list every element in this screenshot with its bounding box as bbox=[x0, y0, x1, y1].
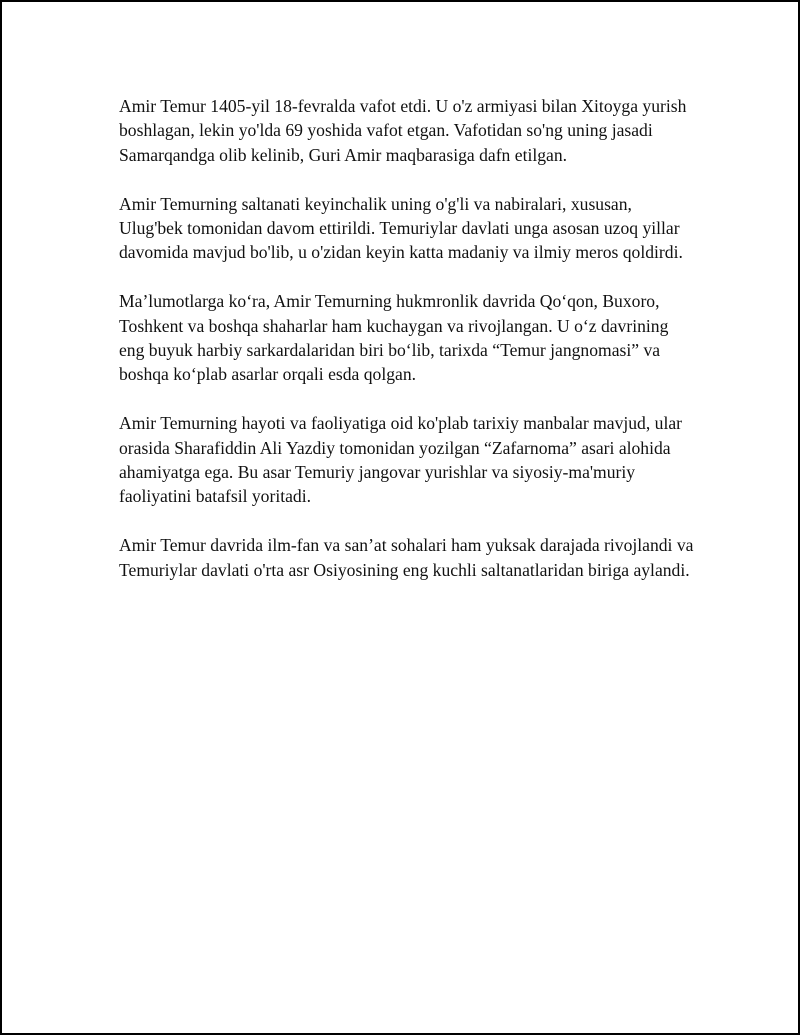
paragraph-4: Amir Temurning hayoti va faoliyatiga oid ko'plab tarixiy manbalar mavjud, ular orasida Sharafiddin Ali Yazdiy tomonidan yozilgan “Zafarnoma” asari alohida ahamiyatga ega. Bu asar Temuriy jangovar yurishlar va siyosiy-ma'muriy faoliyatini batafsil yoritadi. bbox=[119, 413, 682, 507]
paragraph-3: Ma’lumotlarga ko‘ra, Amir Temurning hukmronlik davrida Qo‘qon, Buxoro, Toshkent va boshqa shaharlar ham kuchaygan va rivojlangan. U o‘z davrining eng buyuk harbiy sarkardalaridan biri bo‘lib, tarixda “Temur jangnomasi” va boshqa ko‘plab asarlar orqali esda qolgan. bbox=[119, 291, 669, 385]
paragraph-1: Amir Temur 1405-yil 18-fevralda vafot etdi. U o'z armiyasi bilan Xitoyga yurish boshlagan, lekin yo'lda 69 yoshida vafot etgan. Vafotidan so'ng uning jasadi Samarqandga olib kelinib, Guri Amir maqbarasiga dafn etilgan. bbox=[119, 96, 687, 165]
paragraph-5: Amir Temur davrida ilm-fan va san’at sohalari ham yuksak darajada rivojlandi va Temuriylar davlati o'rta asr Osiyosining eng kuchli saltanatlaridan biriga aylandi. bbox=[119, 535, 694, 580]
paragraph-2: Amir Temurning saltanati keyinchalik uning o'g'li va nabiralari, xususan, Ulug'bek tomonidan davom ettirildi. Temuriylar davlati unga asosan uzoq yillar davomida mavjud bo'lib, u o'zidan keyin katta madaniy va ilmiy meros qoldirdi. bbox=[119, 193, 683, 263]
document-body bbox=[119, 94, 694, 606]
